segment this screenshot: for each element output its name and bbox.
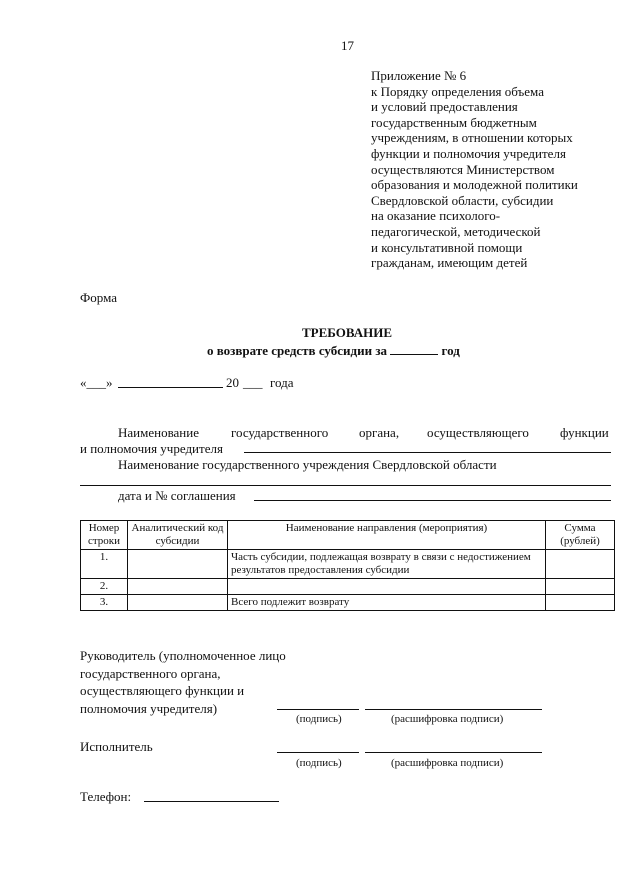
appendix-line: Свердловской области, субсидии — [371, 192, 554, 208]
institution-label: Наименование государственного учреждения Свердловской области — [118, 457, 497, 472]
organ-word: функции — [560, 425, 609, 440]
col-header-name: Наименование направления (мероприятия) — [228, 521, 546, 550]
appendix-line: Приложение № 6 — [371, 68, 467, 83]
col-header-number: Номер строки — [81, 521, 128, 550]
page-title: ТРЕБОВАНИЕ — [301, 325, 393, 340]
col-header-code: Аналитический код субсидии — [128, 521, 228, 550]
row-code-cell[interactable] — [128, 595, 228, 611]
row-number: 2. — [81, 579, 128, 595]
head-line: Руководитель (уполномоченное лицо — [80, 648, 286, 663]
executor-label: Исполнитель — [80, 739, 153, 754]
agreement-line[interactable] — [254, 500, 611, 501]
appendix-line: и условий предоставления — [371, 99, 518, 115]
subtitle — [207, 343, 460, 359]
row-name: Всего подлежит возврату — [228, 595, 546, 611]
date-year-blank[interactable]: ___ — [243, 375, 263, 390]
agreement-label: дата и № соглашения — [118, 488, 236, 503]
form-label: Форма — [80, 290, 117, 305]
head-line: полномочия учредителя) — [80, 700, 218, 716]
refund-table — [80, 520, 615, 611]
row-code-cell[interactable] — [128, 550, 228, 579]
row-sum-cell[interactable] — [546, 579, 615, 595]
table-header-row — [81, 521, 615, 550]
appendix-line: государственным бюджетным — [371, 114, 537, 130]
date-year-prefix: 20 — [226, 375, 239, 390]
head-block — [80, 647, 286, 717]
appendix-line: функции и полномочия учредителя — [371, 145, 566, 161]
col-header-sum: Сумма (рублей) — [546, 521, 615, 550]
organ-word: органа, — [359, 425, 400, 440]
appendix-line: на оказание психолого- — [371, 208, 501, 224]
head-line: государственного органа, — [80, 665, 221, 681]
appendix-line: и консультативной помощи — [371, 239, 523, 255]
row-number: 1. — [81, 550, 128, 579]
month-blank[interactable] — [118, 387, 223, 388]
head-signature-line[interactable] — [277, 709, 359, 710]
subtitle-prefix: о возврате средств субсидии за — [207, 343, 388, 358]
organ-word: государственного — [231, 425, 329, 440]
row-number: 3. — [81, 595, 128, 611]
table-row — [81, 595, 615, 611]
table-row — [81, 550, 615, 579]
appendix-line: осуществляются Министерством — [371, 161, 555, 177]
appendix-line: к Порядку определения объема — [371, 83, 544, 99]
phone-line[interactable] — [144, 801, 279, 802]
row-name: Часть субсидии, подлежащая возврату в связи с недостижением результатов предоставления субсидии — [228, 550, 546, 579]
row-sum-cell[interactable] — [546, 550, 615, 579]
row-sum-cell[interactable] — [546, 595, 615, 611]
signature-caption: (подпись) — [296, 713, 342, 725]
decoding-caption: (расшифровка подписи) — [391, 713, 504, 725]
executor-signature-line[interactable] — [277, 752, 359, 753]
head-line: осуществляющего функции и — [80, 683, 245, 698]
decoding-caption: (расшифровка подписи) — [391, 757, 504, 769]
appendix-block — [371, 68, 621, 271]
appendix-line: педагогической, методической — [371, 223, 541, 239]
organ-word: Наименование — [118, 425, 199, 440]
organ-line2: и полномочия учредителя — [80, 441, 223, 456]
phone-label: Телефон: — [80, 789, 132, 804]
appendix-line: гражданам, имеющим детей — [371, 255, 528, 271]
row-code-cell[interactable] — [128, 579, 228, 595]
subtitle-suffix: год — [441, 343, 460, 358]
appendix-line: образования и молодежной политики — [371, 177, 578, 193]
table-row — [81, 579, 615, 595]
head-decoding-line[interactable] — [365, 709, 542, 710]
year-blank[interactable] — [390, 344, 438, 355]
appendix-line: учреждениям, в отношении которых — [371, 130, 573, 146]
page-number: 17 — [341, 38, 354, 53]
organ-name-line[interactable] — [244, 452, 611, 453]
signature-caption: (подпись) — [296, 757, 342, 769]
date-year-suffix: года — [270, 375, 294, 390]
date-open-quote[interactable]: «___» — [80, 375, 113, 390]
institution-name-line[interactable] — [80, 485, 611, 486]
row-name[interactable] — [228, 579, 546, 595]
executor-decoding-line[interactable] — [365, 752, 542, 753]
organ-word: осуществляющего — [427, 425, 529, 440]
